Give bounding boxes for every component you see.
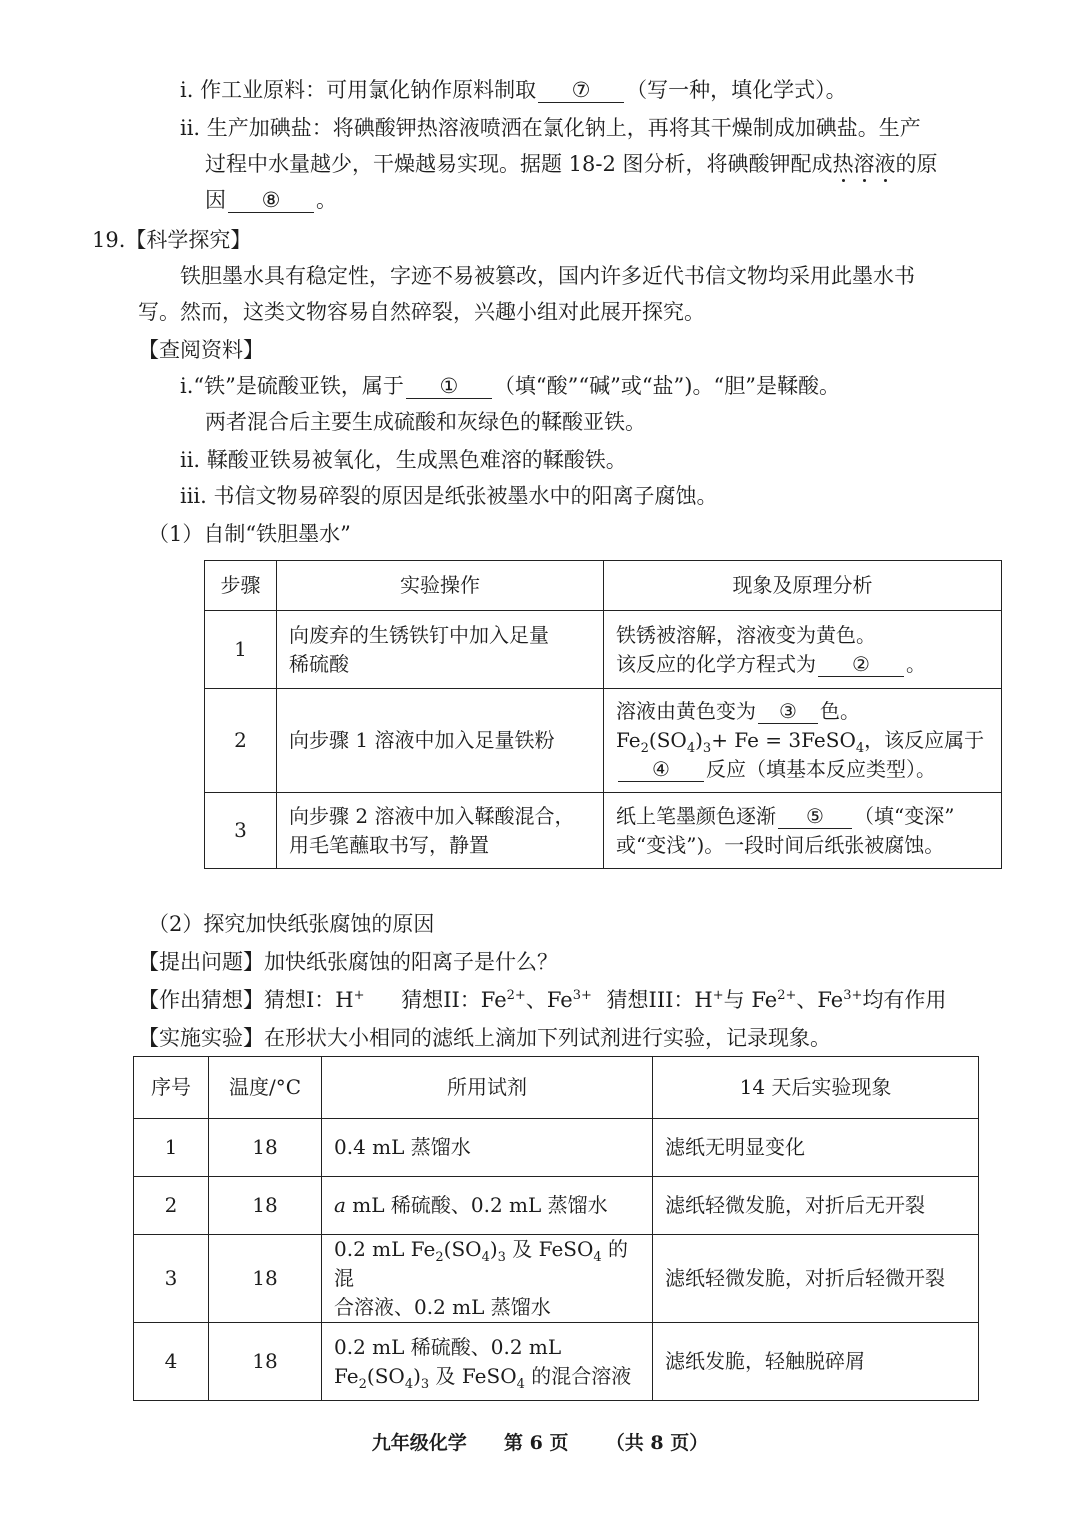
header-step: 步骤 <box>205 561 277 611</box>
operation-cell: 向步骤 2 溶液中加入鞣酸混合， 用毛笔蘸取书写，静置 <box>277 793 604 869</box>
table-row <box>205 793 1002 869</box>
q18-item-ii-line1: ii. 生产加碘盐：将碘酸钾热溶液喷洒在氯化钠上，再将其干燥制成加碘盐。生产 <box>180 116 921 140</box>
reference-item-ii: ii. 鞣酸亚铁易被氧化，生成黑色难溶的鞣酸铁。 <box>180 448 627 472</box>
page-footer <box>0 1428 1080 1455</box>
step-number: 1 <box>205 611 277 689</box>
footer-total-pages: （共 8 页） <box>605 1432 709 1454</box>
table-row: 1 18 0.4 mL 蒸馏水 滤纸无明显变化 <box>134 1119 979 1177</box>
experiment-table <box>133 1056 979 1401</box>
question-statement: 【提出问题】加快纸张腐蚀的阳离子是什么？ <box>138 950 558 974</box>
header-number: 序号 <box>134 1057 209 1119</box>
answer-blank-1[interactable]: ① <box>406 374 492 399</box>
q19-intro-line1: 铁胆墨水具有稳定性，字迹不易被篡改，国内许多近代书信文物均采用此墨水书 <box>180 264 915 288</box>
header-analysis: 现象及原理分析 <box>604 561 1002 611</box>
q19-intro-line2: 写。然而，这类文物容易自然碎裂，兴趣小组对此展开探究。 <box>138 300 705 324</box>
reference-item-i: i.“铁”是硫酸亚铁，属于 ① （填“酸”“碱”或“盐”)。“胆”是鞣酸。 <box>180 374 840 398</box>
header-temperature: 温度/°C <box>209 1057 322 1119</box>
operation-cell: 向步骤 1 溶液中加入足量铁粉 <box>277 689 604 793</box>
hypothesis-1: 猜想I：H+ <box>264 988 365 1012</box>
q19-heading: 19.【科学探究】 <box>92 228 252 252</box>
hypothesis-2: 猜想II：$Fe^{2+}$、$Fe^{3+}$ <box>401 988 592 1012</box>
operation-cell: 向废弃的生锈铁钉中加入足量 稀硫酸 <box>277 611 604 689</box>
footer-page-number: 第 6 页 <box>504 1432 569 1454</box>
header-result: 14 天后实验现象 <box>653 1057 979 1119</box>
reference-item-i-line2: 两者混合后主要生成硫酸和灰绿色的鞣酸亚铁。 <box>205 410 646 434</box>
table-row <box>205 611 1002 689</box>
step-number: 3 <box>205 793 277 869</box>
ink-making-table <box>204 560 1002 869</box>
experiment-statement: 【实施实验】在形状大小相同的滤纸上滴加下列试剂进行实验，记录现象。 <box>138 1026 831 1050</box>
table-row: 2 18 a mL 稀硫酸、0.2 mL 蒸馏水 滤纸轻微发脆，对折后无开裂 <box>134 1177 979 1235</box>
analysis-cell: 纸上笔墨颜色逐渐 ⑤ （填“变深” 或“变浅”)。一段时间后纸张被腐蚀。 <box>604 793 1002 869</box>
part1-title: （1）自制“铁胆墨水” <box>148 522 351 546</box>
hypothesis-3: 猜想III：H+与 $Fe^{2+}$、$Fe^{3+}$均有作用 <box>606 988 947 1012</box>
table-header-row <box>205 561 1002 611</box>
table-row: 4 18 0.2 mL 稀硫酸、0.2 mL $Fe_2(SO_4)_3$ 及 FeSO$_4$ 的混合溶液 滤纸发脆，轻触脱碎屑 <box>134 1323 979 1401</box>
part2-title: （2）探究加快纸张腐蚀的原因 <box>148 912 435 936</box>
analysis-cell: 铁锈被溶解，溶液变为黄色。 该反应的化学方程式为 ② 。 <box>604 611 1002 689</box>
q18-item-i: i. 作工业原料：可用氯化钠作原料制取 ⑦ （写一种，填化学式）。 <box>180 78 847 102</box>
footer-subject: 九年级化学 <box>371 1432 467 1454</box>
answer-blank-2[interactable]: ② <box>818 652 904 677</box>
q18-item-ii-line2: 过程中水量越少，干燥越易实现。据题 18-2 图分析，将碘酸钾配成热溶液的原 <box>205 152 938 176</box>
header-reagent: 所用试剂 <box>322 1057 653 1119</box>
reference-heading: 【查阅资料】 <box>138 338 264 362</box>
table-row <box>205 689 1002 793</box>
reference-item-iii: iii. 书信文物易碎裂的原因是纸张被墨水中的阳离子腐蚀。 <box>180 484 718 508</box>
step-number: 2 <box>205 689 277 793</box>
table-header-row <box>134 1057 979 1119</box>
answer-blank-7[interactable]: ⑦ <box>538 78 624 103</box>
table-row: 3 18 0.2 mL $Fe_2(SO_4)_3$ 及 FeSO$_4$ 的混 合溶液、0.2 mL 蒸馏水 滤纸轻微发脆，对折后轻微开裂 <box>134 1235 979 1323</box>
header-operation: 实验操作 <box>277 561 604 611</box>
answer-blank-5[interactable]: ⑤ <box>778 804 852 829</box>
answer-blank-3[interactable]: ③ <box>758 699 818 724</box>
hypotheses: 【作出猜想】猜想I：H+ 猜想II：$Fe^{2+}$、$Fe^{3+}$ 猜想III：H+与 $Fe^{2+}$、$Fe^{3+}$均有作用 <box>138 988 947 1012</box>
answer-blank-4[interactable]: ④ <box>618 757 704 782</box>
q18-item-ii-line3: 因 ⑧ 。 <box>205 188 337 212</box>
analysis-cell: 溶液由黄色变为 ③ 色。 $Fe_2(SO_4)_3+ Fe$ = 3FeSO$_4$，该反应属于 ④ 反应（填基本反应类型）。 <box>604 689 1002 793</box>
answer-blank-8[interactable]: ⑧ <box>228 188 314 213</box>
